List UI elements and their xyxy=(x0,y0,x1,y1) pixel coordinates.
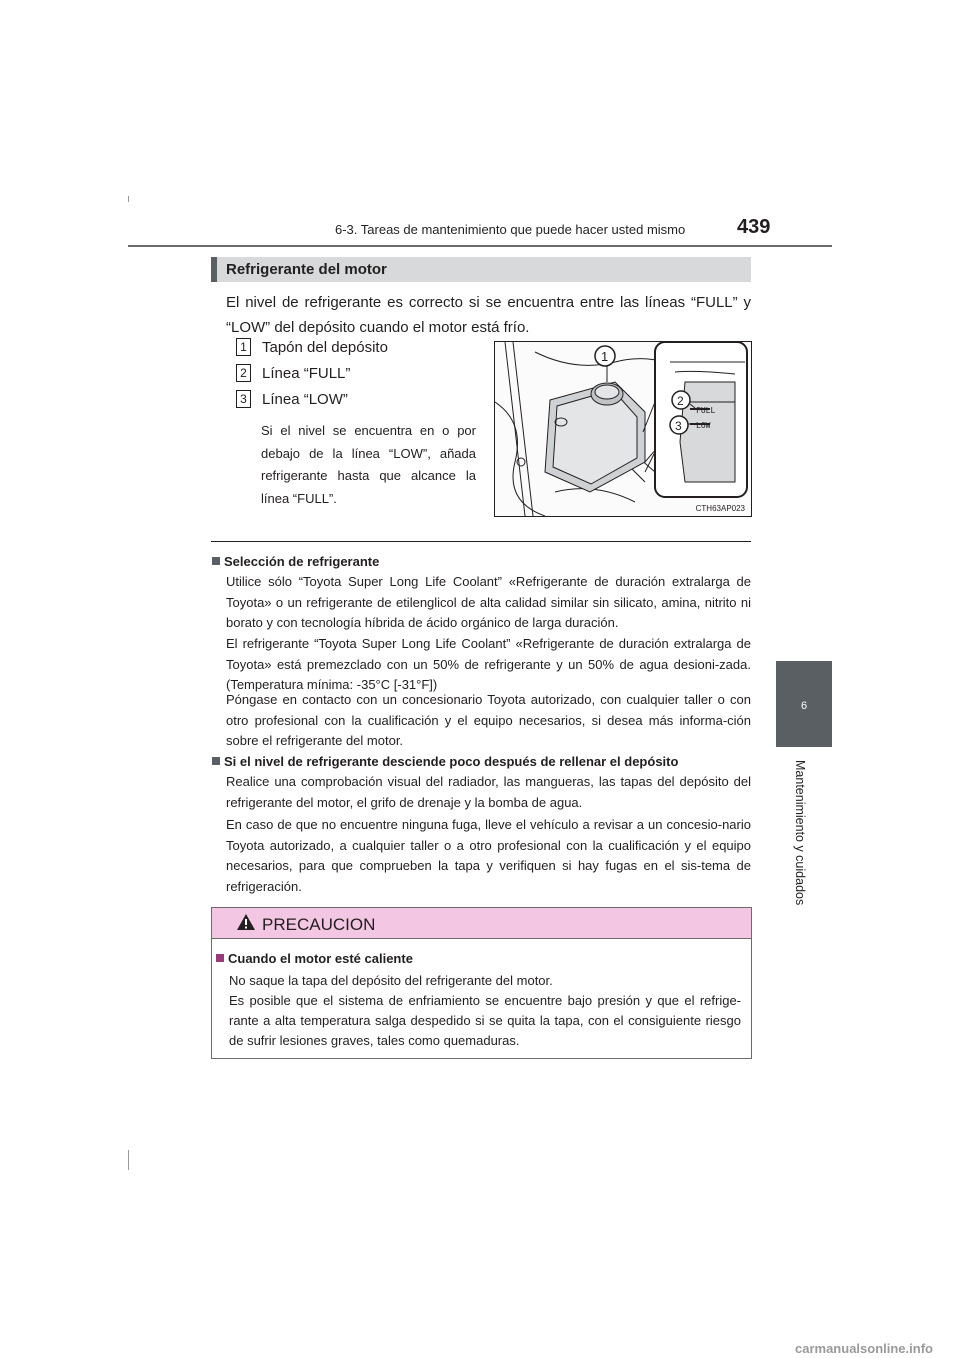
section-accent xyxy=(211,257,217,282)
coolant-reservoir-figure xyxy=(494,341,752,517)
subsection-heading: Si el nivel de refrigerante desciende poco después de rellenar el depósito xyxy=(212,754,678,769)
warning-triangle-icon xyxy=(236,913,256,931)
refill-note: Si el nivel se encuentra en o por debajo de la línea “LOW”, añada refrigerante hasta que alcance la línea “FULL”. xyxy=(261,423,476,506)
item-number: 1 xyxy=(236,338,251,356)
item-number: 2 xyxy=(236,364,251,382)
paragraph: Realice una comprobación visual del radiador, las mangueras, las tapas del depósito del refrigerante del motor, el grifo de drenaje y la bomba de agua. xyxy=(226,774,751,810)
caution-header xyxy=(212,908,751,939)
item-label: Línea “LOW” xyxy=(262,390,348,408)
caution-box xyxy=(211,907,752,1059)
low-mark: LOW xyxy=(696,421,711,430)
trim-mark xyxy=(128,196,129,202)
page-number: 439 xyxy=(737,216,771,238)
full-mark: FULL xyxy=(696,406,716,415)
caution-subheading: Cuando el motor esté caliente xyxy=(216,951,413,966)
section-divider xyxy=(211,541,751,542)
callout-1 xyxy=(595,346,615,382)
subsection-heading: Selección de refrigerante xyxy=(212,554,379,569)
paragraph: Utilice sólo “Toyota Super Long Life Coolant” «Refrigerante de duración extralarga de Toyota» o un refrigerante de etilenglicol de alta calidad similar sin silicato, amina, nitrito ni borato y con tecnología híbrida de ácido orgánico de larga duración. xyxy=(226,574,751,630)
item-label: Línea “FULL” xyxy=(262,364,351,382)
figure-code: CTH63AP023 xyxy=(695,504,745,513)
item-label: Tapón del depósito xyxy=(262,338,388,356)
list-item xyxy=(236,338,388,356)
footer-watermark: carmanualsonline.info xyxy=(795,1341,933,1356)
header-rule xyxy=(128,245,832,247)
section-title: Refrigerante del motor xyxy=(226,261,387,278)
chapter-tab-number: 6 xyxy=(800,700,808,712)
list-item xyxy=(236,364,350,382)
paragraph: Póngase en contacto con un concesionario Toyota autorizado, con cualquier taller o con otro profesional con la cualificación y el equipo necesarios, si desea más informa-ción sobre el refrigerante del motor. xyxy=(226,692,751,748)
trim-mark xyxy=(128,1150,129,1170)
caution-text xyxy=(229,971,741,1051)
caution-line: No saque la tapa del depósito del refrigerante del motor. xyxy=(229,973,553,988)
chapter-side-label: Mantenimiento y cuidados xyxy=(793,760,807,906)
svg-text:3: 3 xyxy=(675,419,682,433)
list-item xyxy=(236,390,348,408)
square-bullet-icon xyxy=(212,757,220,765)
item-number: 3 xyxy=(236,390,251,408)
header-section-path: 6-3. Tareas de mantenimiento que puede hacer usted mismo xyxy=(335,222,686,237)
section-title-bar xyxy=(211,257,751,282)
paragraph: El refrigerante “Toyota Super Long Life Coolant” «Refrigerante de duración extralarga de Toyota» está premezclado con un 50% de refrigerante y un 50% de agua desioni-zada. (Temperatura mínima: -35°C [-31°F]) xyxy=(226,636,751,692)
section-intro: El nivel de refrigerante es correcto si se encuentra entre las líneas “FULL” y “LOW” del depósito cuando el motor está frío. xyxy=(226,294,751,336)
reservoir-illustration xyxy=(495,342,751,516)
paragraph: En caso de que no encuentre ninguna fuga, lleve el vehículo a revisar a un concesio-nario Toyota autorizado, a cualquier taller o a otro profesional con la cualificación y el equipo necesarios, para que comprueben la tapa y verifiquen si hay fugas en el sis-tema de refrigeración. xyxy=(226,817,751,894)
square-bullet-icon xyxy=(212,557,220,565)
svg-text:2: 2 xyxy=(677,394,684,408)
caution-title: PRECAUCION xyxy=(262,915,376,934)
svg-text:1: 1 xyxy=(601,349,609,364)
square-bullet-icon xyxy=(216,954,224,962)
caution-line: Es posible que el sistema de enfriamiento se encuentre bajo presión y que el refrige-rante a alta temperatura salga despedido si se quita la tapa, con el consiguiente riesgo de sufrir lesiones graves, tales como quemaduras. xyxy=(229,993,741,1048)
